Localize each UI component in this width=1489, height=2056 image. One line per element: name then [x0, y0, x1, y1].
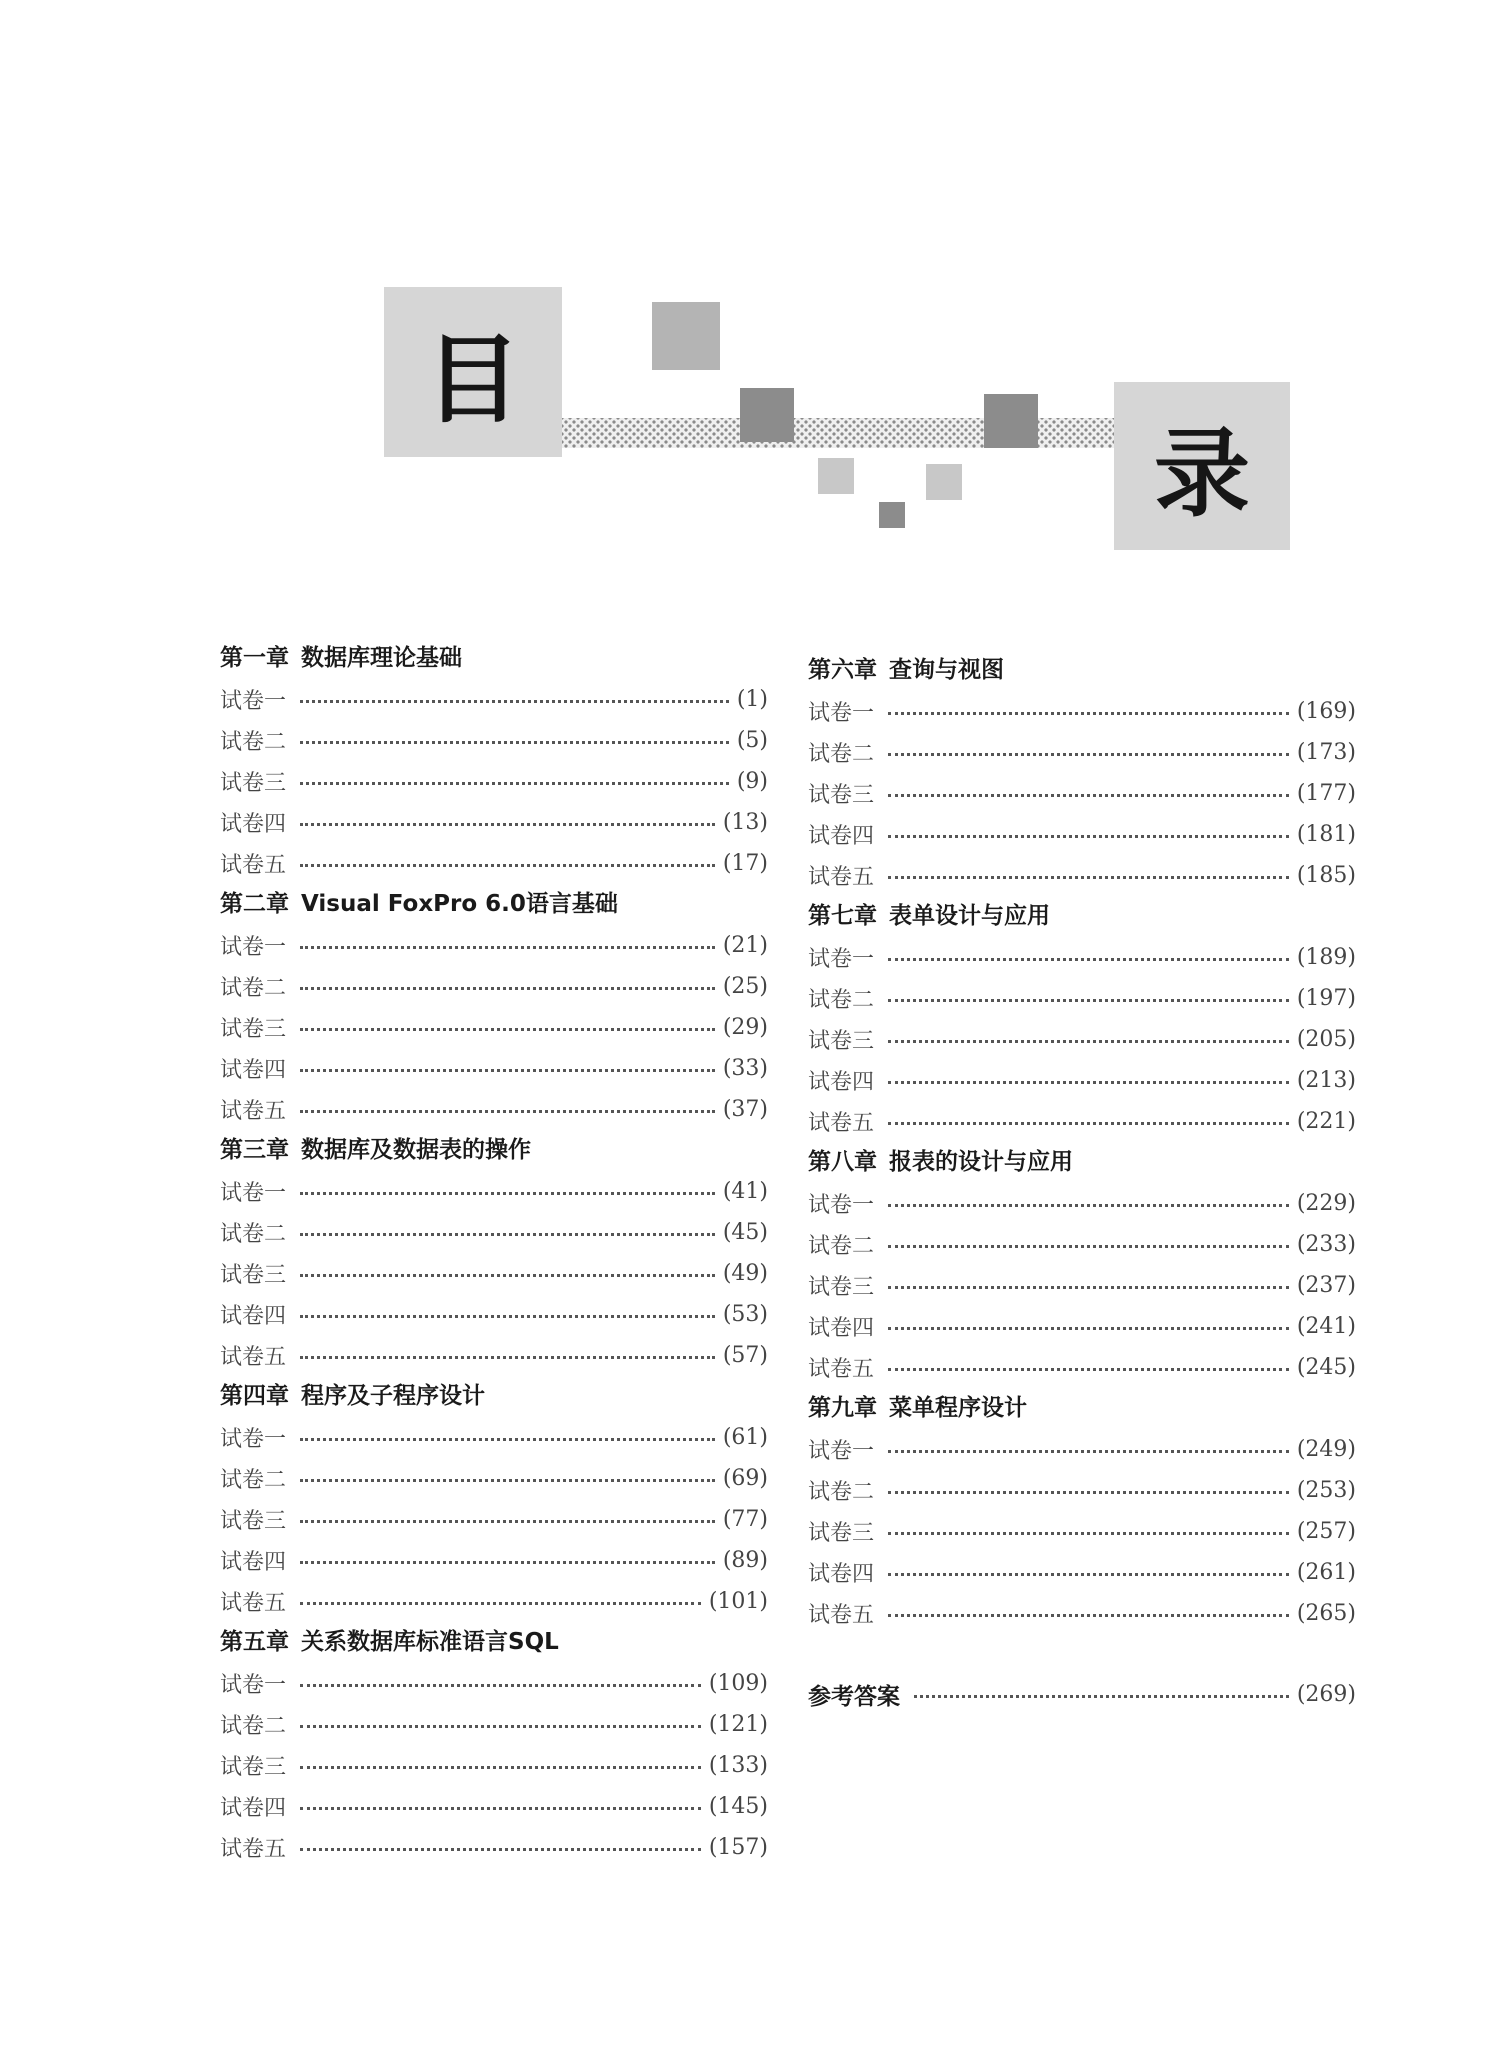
- page-number: (257): [1296, 1519, 1356, 1544]
- toc-entry[interactable]: [220, 1745, 768, 1786]
- chapter-block: [808, 896, 1356, 1142]
- page-number: (245): [1296, 1355, 1356, 1380]
- toc-entry[interactable]: [808, 1552, 1356, 1593]
- toc-entry[interactable]: [808, 1101, 1356, 1142]
- entry-label: 试卷一: [808, 701, 875, 726]
- page-number: (89): [722, 1548, 768, 1573]
- decor-square: [879, 502, 905, 528]
- page-number: (25): [722, 974, 768, 999]
- chapter-title: 菜单程序设计: [889, 1395, 1027, 1421]
- entry-label: 试卷一: [808, 1193, 875, 1218]
- page-number: (61): [722, 1425, 768, 1450]
- toc-entry[interactable]: [220, 843, 768, 884]
- chapter-number: 第七章: [808, 903, 877, 929]
- entry-label: 试卷二: [220, 1714, 287, 1739]
- page-number: (5): [736, 728, 768, 753]
- decor-square: [926, 464, 962, 500]
- chapter-title: Visual FoxPro 6.0语言基础: [301, 891, 618, 917]
- toc-entry[interactable]: [808, 1429, 1356, 1470]
- page-number: (101): [708, 1589, 768, 1614]
- chapter-number: 第九章: [808, 1395, 877, 1421]
- dot-leader: [888, 1614, 1289, 1617]
- chapter-title: 关系数据库标准语言SQL: [301, 1629, 559, 1655]
- dot-leader: [888, 1245, 1289, 1248]
- entry-label: 试卷二: [808, 1480, 875, 1505]
- dot-leader: [888, 999, 1289, 1002]
- appendix-label: 参考答案: [808, 1684, 900, 1710]
- toc-entry[interactable]: [808, 1060, 1356, 1101]
- dot-leader: [888, 958, 1289, 961]
- page-number: (57): [722, 1343, 768, 1368]
- page-number: (233): [1296, 1232, 1356, 1257]
- chapter-number: 第三章: [220, 1137, 289, 1163]
- dot-leader: [300, 1848, 701, 1851]
- dot-leader: [888, 1532, 1289, 1535]
- entry-label: 试卷二: [808, 742, 875, 767]
- entry-label: 试卷五: [220, 1591, 287, 1616]
- chapter-block: [808, 1388, 1356, 1634]
- entry-label: 试卷五: [220, 1837, 287, 1862]
- page-number: (177): [1296, 781, 1356, 806]
- dot-leader: [888, 1327, 1289, 1330]
- toc-entry[interactable]: [808, 1511, 1356, 1552]
- toc-entry[interactable]: [220, 761, 768, 802]
- entry-label: 试卷一: [220, 1181, 287, 1206]
- chapter-title: 程序及子程序设计: [301, 1383, 485, 1409]
- toc-entry[interactable]: [220, 1417, 768, 1458]
- page-number: (253): [1296, 1478, 1356, 1503]
- entry-label: 试卷四: [220, 1058, 287, 1083]
- page-number: (121): [708, 1712, 768, 1737]
- dot-leader: [888, 753, 1289, 756]
- toc-entry[interactable]: [808, 1593, 1356, 1634]
- chapter-title: 报表的设计与应用: [889, 1149, 1073, 1175]
- page-number: (145): [708, 1794, 768, 1819]
- toc-entry[interactable]: [808, 732, 1356, 773]
- entry-label: 试卷一: [220, 689, 287, 714]
- page-number: (229): [1296, 1191, 1356, 1216]
- chapter-heading[interactable]: [220, 884, 768, 925]
- toc-entry[interactable]: [808, 855, 1356, 896]
- dot-leader: [914, 1695, 1289, 1698]
- title-char-2: 录: [1154, 417, 1250, 530]
- toc-entry[interactable]: [220, 1704, 768, 1745]
- chapter-heading[interactable]: [220, 638, 768, 679]
- chapter-number: 第四章: [220, 1383, 289, 1409]
- chapter-number: 第五章: [220, 1629, 289, 1655]
- dot-leader: [888, 876, 1289, 879]
- entry-label: 试卷五: [220, 1345, 287, 1370]
- page-number: (45): [722, 1220, 768, 1245]
- page-number: (41): [722, 1179, 768, 1204]
- page-number: (29): [722, 1015, 768, 1040]
- chapter-heading[interactable]: [808, 650, 1356, 691]
- decor-square: [740, 388, 794, 442]
- chapter-title: 数据库及数据表的操作: [301, 1137, 531, 1163]
- dot-leader: [300, 1520, 715, 1523]
- page-number: (53): [722, 1302, 768, 1327]
- entry-label: 试卷一: [808, 1439, 875, 1464]
- entry-label: 试卷五: [808, 1603, 875, 1628]
- page-number: (181): [1296, 822, 1356, 847]
- toc-entry[interactable]: [808, 814, 1356, 855]
- toc-entry[interactable]: [220, 1499, 768, 1540]
- toc-entry[interactable]: [220, 802, 768, 843]
- page-number: (241): [1296, 1314, 1356, 1339]
- entry-label: 试卷四: [220, 812, 287, 837]
- dot-leader: [300, 823, 715, 826]
- dot-leader: [300, 1315, 715, 1318]
- entry-label: 试卷一: [808, 947, 875, 972]
- dot-leader: [300, 700, 729, 703]
- entry-label: 试卷三: [220, 1263, 287, 1288]
- page-number: (249): [1296, 1437, 1356, 1462]
- page-number: (21): [722, 933, 768, 958]
- page-number: (133): [708, 1753, 768, 1778]
- toc-entry[interactable]: [220, 1048, 768, 1089]
- toc-entry-appendix[interactable]: [808, 1674, 1356, 1715]
- entry-label: 试卷一: [220, 1427, 287, 1452]
- toc-entry[interactable]: [220, 1540, 768, 1581]
- entry-label: 试卷二: [220, 730, 287, 755]
- dot-leader: [300, 1356, 715, 1359]
- title-char-1: 目: [425, 323, 521, 436]
- chapter-block: [220, 884, 768, 1130]
- page-number: (269): [1296, 1682, 1356, 1707]
- entry-label: 试卷二: [220, 1222, 287, 1247]
- dot-leader: [300, 1069, 715, 1072]
- dot-leader: [888, 712, 1289, 715]
- chapter-number: 第二章: [220, 891, 289, 917]
- toc-entry[interactable]: [220, 1827, 768, 1868]
- decor-square: [984, 394, 1038, 448]
- toc-entry[interactable]: [808, 1306, 1356, 1347]
- toc-entry[interactable]: [808, 978, 1356, 1019]
- entry-label: 试卷三: [220, 771, 287, 796]
- chapter-title: 数据库理论基础: [301, 645, 462, 671]
- toc-entry[interactable]: [808, 1183, 1356, 1224]
- entry-label: 试卷五: [220, 1099, 287, 1124]
- page-number: (1): [736, 687, 768, 712]
- dot-leader: [888, 1368, 1289, 1371]
- page-number: (33): [722, 1056, 768, 1081]
- page-number: (157): [708, 1835, 768, 1860]
- page-number: (17): [722, 851, 768, 876]
- dot-leader: [300, 1028, 715, 1031]
- chapter-number: 第六章: [808, 657, 877, 683]
- chapter-heading[interactable]: [220, 1376, 768, 1417]
- dot-leader: [888, 1122, 1289, 1125]
- chapter-block: [808, 650, 1356, 896]
- dot-leader: [888, 794, 1289, 797]
- toc-entry[interactable]: [220, 1294, 768, 1335]
- entry-label: 试卷四: [808, 1070, 875, 1095]
- chapter-block: [808, 1142, 1356, 1388]
- toc-entry[interactable]: [808, 1224, 1356, 1265]
- page-number: (37): [722, 1097, 768, 1122]
- page-number: (173): [1296, 740, 1356, 765]
- toc-entry[interactable]: [220, 1171, 768, 1212]
- chapter-block: [220, 1376, 768, 1622]
- entry-label: 试卷四: [808, 824, 875, 849]
- toc-column-right: [808, 650, 1356, 1715]
- page-number: (13): [722, 810, 768, 835]
- toc-entry[interactable]: [220, 1007, 768, 1048]
- page-number: (189): [1296, 945, 1356, 970]
- chapter-title: 表单设计与应用: [889, 903, 1050, 929]
- entry-label: 试卷二: [220, 976, 287, 1001]
- toc-column-left: [220, 638, 768, 1868]
- title-char-box-1: [384, 287, 562, 457]
- chapter-number: 第八章: [808, 1149, 877, 1175]
- toc-entry[interactable]: [220, 1663, 768, 1704]
- entry-label: 试卷四: [220, 1550, 287, 1575]
- dot-leader: [888, 1450, 1289, 1453]
- dot-leader: [300, 1233, 715, 1236]
- entry-label: 试卷二: [808, 988, 875, 1013]
- toc-entry[interactable]: [220, 1089, 768, 1130]
- page-number: (169): [1296, 699, 1356, 724]
- chapter-heading[interactable]: [808, 1388, 1356, 1429]
- toc-entry[interactable]: [808, 1265, 1356, 1306]
- dot-leader: [888, 1286, 1289, 1289]
- chapter-heading[interactable]: [808, 1142, 1356, 1183]
- dot-leader: [300, 782, 729, 785]
- entry-label: 试卷三: [808, 783, 875, 808]
- dot-leader: [888, 1204, 1289, 1207]
- entry-label: 试卷三: [220, 1017, 287, 1042]
- entry-label: 试卷三: [220, 1509, 287, 1534]
- entry-label: 试卷二: [220, 1468, 287, 1493]
- chapter-block: [220, 1130, 768, 1376]
- dot-leader: [888, 1491, 1289, 1494]
- dot-leader: [300, 1274, 715, 1277]
- chapter-block: [220, 1622, 768, 1868]
- page-number: (77): [722, 1507, 768, 1532]
- page-number: (109): [708, 1671, 768, 1696]
- page-number: (69): [722, 1466, 768, 1491]
- toc-entry[interactable]: [808, 1019, 1356, 1060]
- entry-label: 试卷四: [220, 1304, 287, 1329]
- dot-leader: [888, 835, 1289, 838]
- entry-label: 试卷五: [808, 1357, 875, 1382]
- dot-leader: [300, 946, 715, 949]
- page-number: (221): [1296, 1109, 1356, 1134]
- toc-entry[interactable]: [220, 1335, 768, 1376]
- entry-label: 试卷四: [220, 1796, 287, 1821]
- entry-label: 试卷三: [220, 1755, 287, 1780]
- entry-label: 试卷五: [808, 1111, 875, 1136]
- entry-label: 试卷三: [808, 1275, 875, 1300]
- entry-label: 试卷一: [220, 935, 287, 960]
- toc-entry[interactable]: [220, 679, 768, 720]
- page-number: (261): [1296, 1560, 1356, 1585]
- entry-label: 试卷三: [808, 1521, 875, 1546]
- decor-square: [652, 302, 720, 370]
- toc-entry[interactable]: [220, 925, 768, 966]
- toc-entry[interactable]: [220, 1786, 768, 1827]
- entry-label: 试卷二: [808, 1234, 875, 1259]
- dot-leader: [300, 1192, 715, 1195]
- page-number: (185): [1296, 863, 1356, 888]
- entry-label: 试卷三: [808, 1029, 875, 1054]
- entry-label: 试卷四: [808, 1316, 875, 1341]
- dot-leader: [300, 1479, 715, 1482]
- page-number: (213): [1296, 1068, 1356, 1093]
- page-number: (197): [1296, 986, 1356, 1011]
- chapter-title: 查询与视图: [889, 657, 1004, 683]
- page-number: (237): [1296, 1273, 1356, 1298]
- toc-entry[interactable]: [808, 1470, 1356, 1511]
- dot-leader: [888, 1081, 1289, 1084]
- dot-leader: [300, 1110, 715, 1113]
- toc-entry[interactable]: [220, 1458, 768, 1499]
- dot-leader: [300, 1766, 701, 1769]
- toc-entry[interactable]: [808, 773, 1356, 814]
- entry-label: 试卷一: [220, 1673, 287, 1698]
- chapter-number: 第一章: [220, 645, 289, 671]
- toc-entry[interactable]: [220, 1212, 768, 1253]
- entry-label: 试卷四: [808, 1562, 875, 1587]
- dot-leader: [300, 987, 715, 990]
- title-char-box-2: [1114, 382, 1290, 550]
- chapter-heading[interactable]: [808, 896, 1356, 937]
- toc-entry[interactable]: [808, 1347, 1356, 1388]
- dot-leader: [300, 1438, 715, 1441]
- chapter-block: [220, 638, 768, 884]
- toc-entry[interactable]: [220, 966, 768, 1007]
- toc-entry[interactable]: [808, 691, 1356, 732]
- page-number: (9): [736, 769, 768, 794]
- toc-banner: [0, 0, 1489, 600]
- dot-leader: [300, 1725, 701, 1728]
- page-number: (49): [722, 1261, 768, 1286]
- dot-leader: [300, 864, 715, 867]
- dot-leader: [888, 1040, 1289, 1043]
- page-number: (205): [1296, 1027, 1356, 1052]
- toc-entry[interactable]: [220, 1253, 768, 1294]
- dot-leader: [888, 1573, 1289, 1576]
- entry-label: 试卷五: [220, 853, 287, 878]
- dot-leader: [300, 741, 729, 744]
- dot-leader: [300, 1684, 701, 1687]
- decor-square: [818, 458, 854, 494]
- toc-entry[interactable]: [220, 720, 768, 761]
- toc-entry[interactable]: [808, 937, 1356, 978]
- toc-entry[interactable]: [220, 1581, 768, 1622]
- page-number: (265): [1296, 1601, 1356, 1626]
- dot-leader: [300, 1561, 715, 1564]
- chapter-heading[interactable]: [220, 1130, 768, 1171]
- entry-label: 试卷五: [808, 865, 875, 890]
- chapter-heading[interactable]: [220, 1622, 768, 1663]
- dot-leader: [300, 1602, 701, 1605]
- dot-leader: [300, 1807, 701, 1810]
